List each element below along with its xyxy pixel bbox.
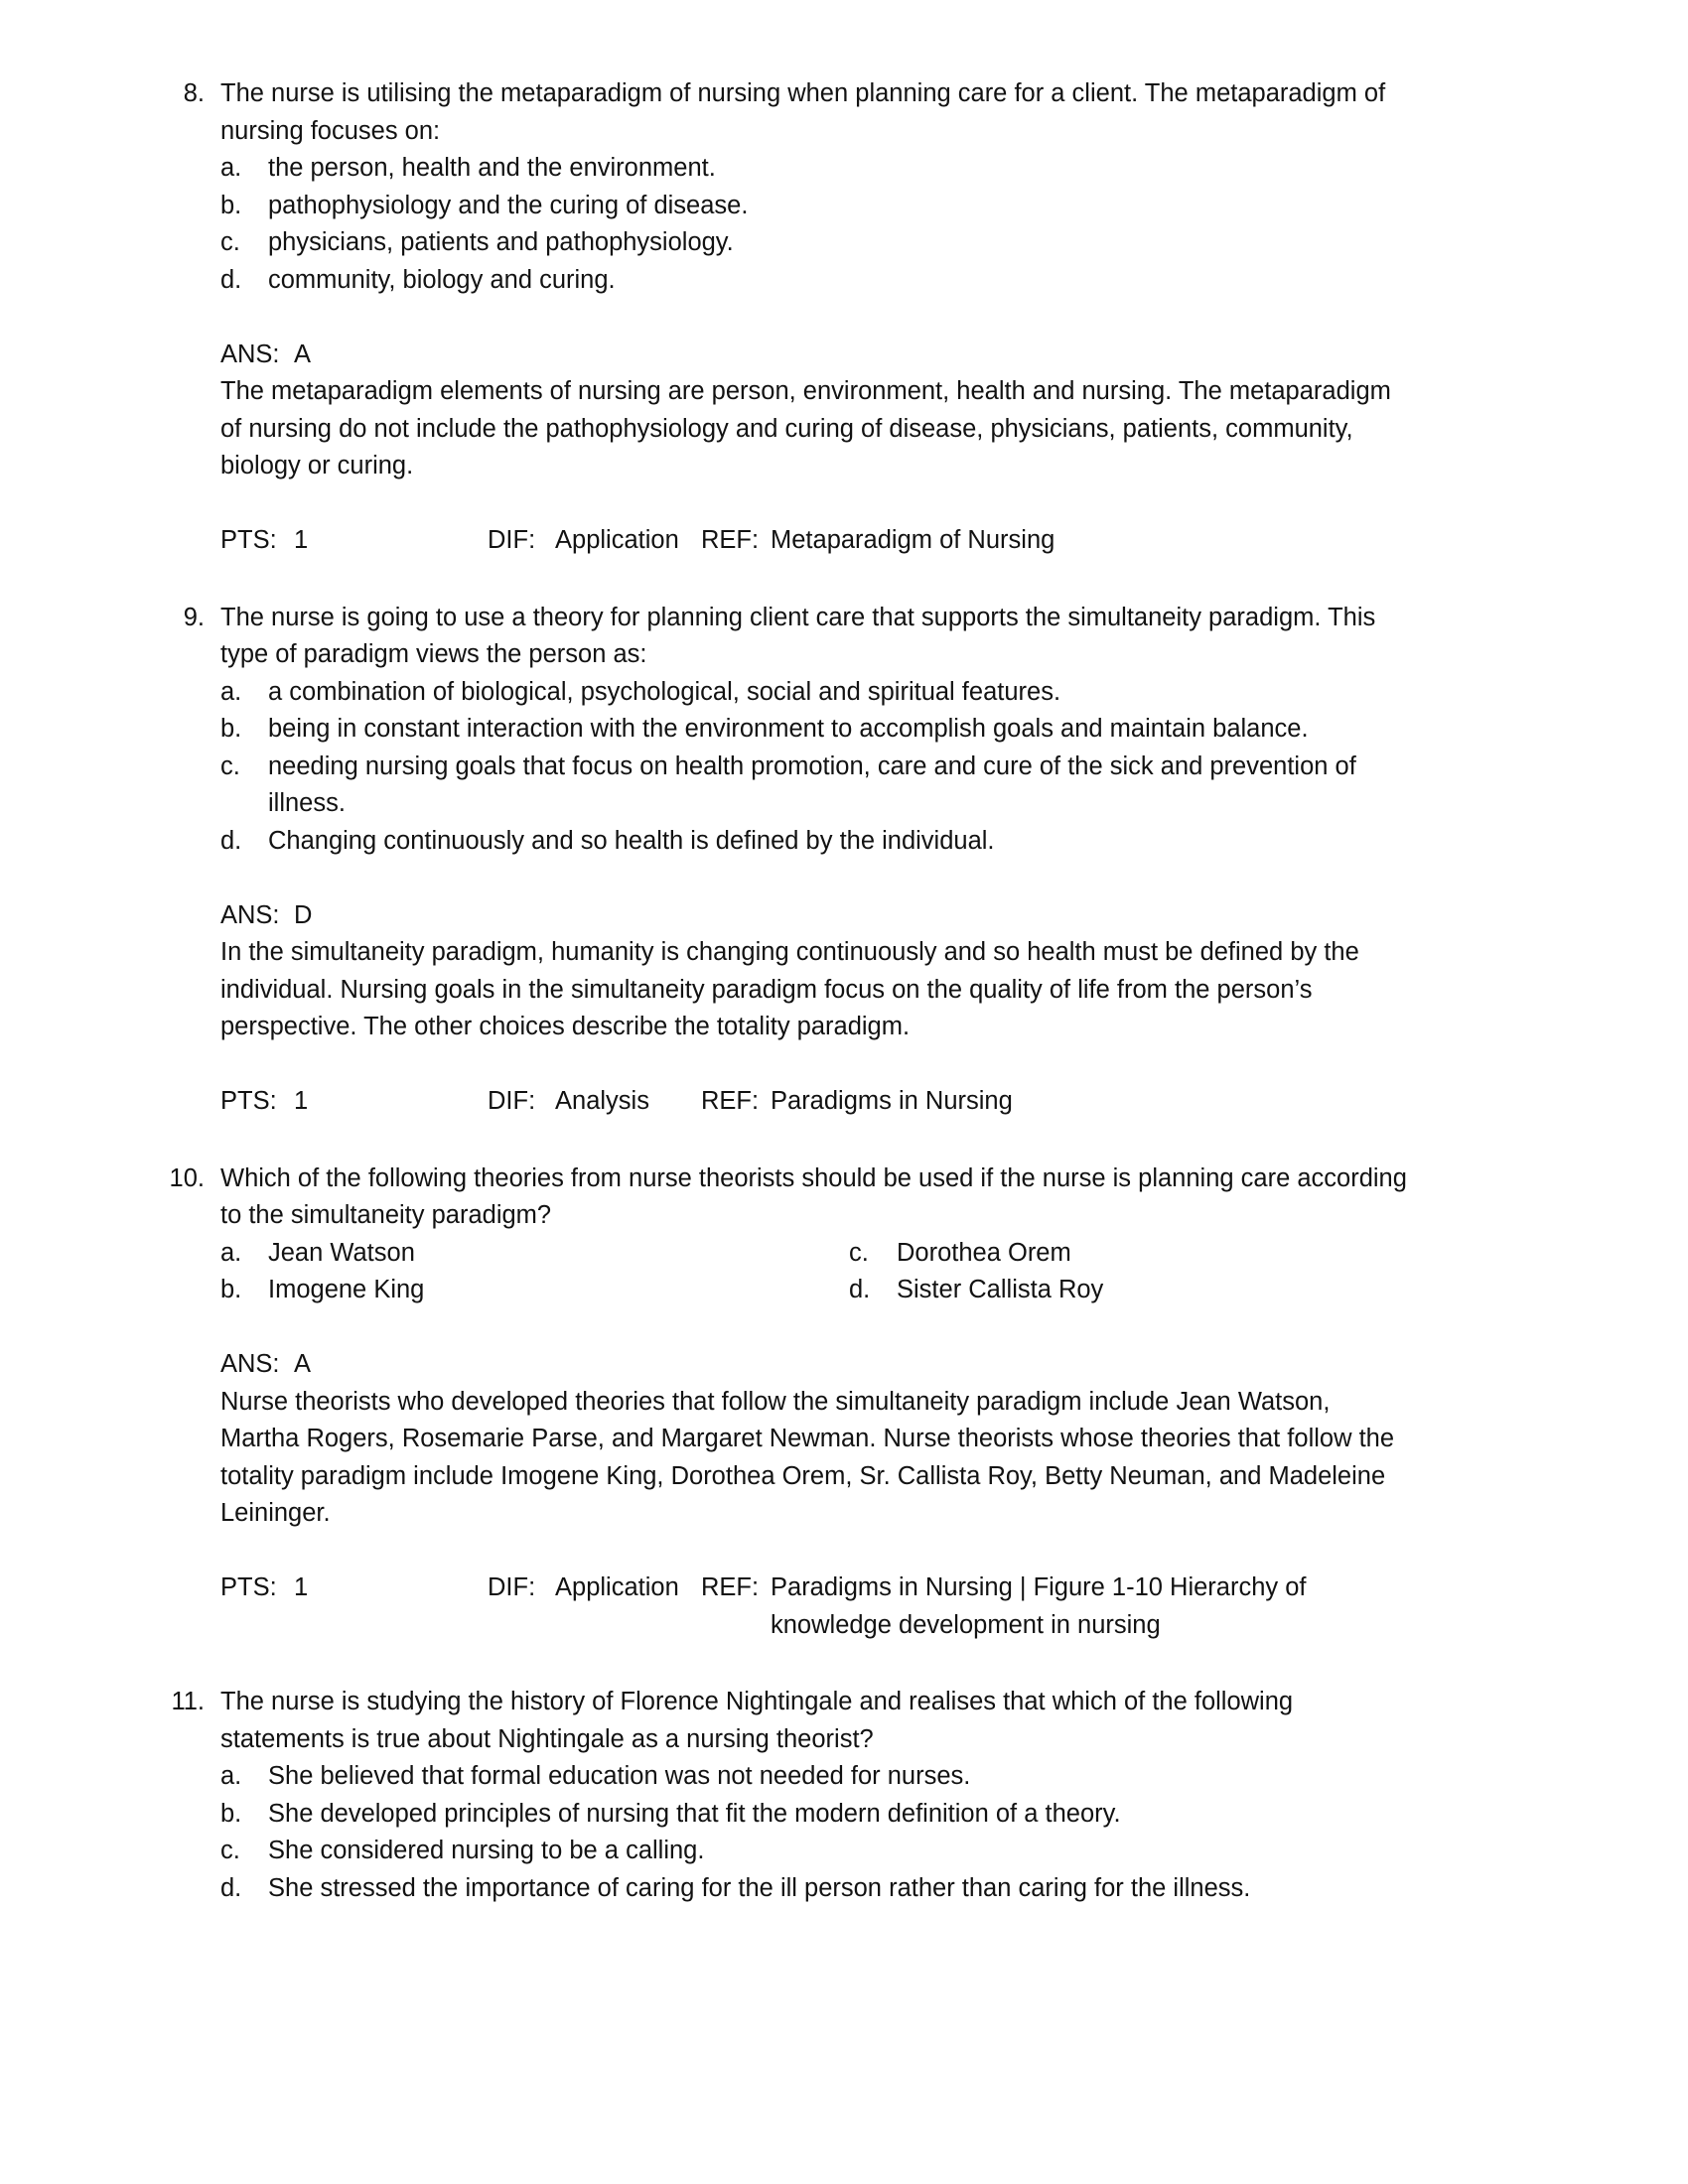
option-list: [220, 674, 1410, 861]
option-text: She stressed the importance of caring for the ill person rather than caring for the illness.: [268, 1873, 1251, 1902]
pts-label: PTS:: [220, 1087, 277, 1115]
answer-line: [220, 897, 1410, 935]
question-block-11: [159, 1684, 1410, 1907]
dif-label: DIF:: [488, 1087, 536, 1115]
question-block-10: [159, 1160, 1410, 1645]
option-list: [220, 1758, 1410, 1907]
pts-value: 1: [294, 1087, 309, 1115]
metadata-line: [220, 1570, 1410, 1644]
option-text: She believed that formal education was not needed for nurses.: [268, 1762, 971, 1790]
question-stem-text: The nurse is going to use a theory for planning client care that supports the simultaneity paradigm. This type of paradigm views the person as:: [220, 603, 1376, 668]
pts-value: 1: [294, 1573, 309, 1601]
option-letter: d.: [220, 826, 242, 855]
blank-line: [159, 1309, 1410, 1347]
option-item[interactable]: [220, 711, 1410, 749]
option-text: pathophysiology and the curing of disease.: [268, 191, 749, 219]
option-item[interactable]: [220, 674, 1410, 712]
option-letter: d.: [849, 1276, 871, 1303]
option-item[interactable]: [815, 1235, 1410, 1273]
option-letter: d.: [220, 265, 242, 294]
option-item[interactable]: [815, 1272, 1410, 1309]
option-letter: b.: [220, 1276, 242, 1303]
option-text: Changing continuously and so health is defined by the individual.: [268, 826, 995, 855]
document-body: [159, 75, 1410, 1907]
option-list: [220, 150, 1410, 299]
question-stem-row: [159, 600, 1410, 674]
blank-line: [159, 1533, 1410, 1570]
dif-value: Analysis: [555, 1087, 649, 1115]
option-text: community, biology and curing.: [268, 265, 616, 294]
question-stem-row: [159, 1160, 1410, 1235]
option-text: being in constant interaction with the environment to accomplish goals and maintain balance.: [268, 715, 1309, 743]
metadata-line: [220, 1083, 1410, 1121]
option-item[interactable]: [220, 1796, 1410, 1834]
blank-line: [159, 860, 1410, 897]
option-item[interactable]: [220, 150, 1410, 188]
option-item[interactable]: [220, 1235, 815, 1273]
option-item[interactable]: [220, 224, 1410, 262]
rationale-text: In the simultaneity paradigm, humanity is changing continuously and so health must be defined by the individual. Nursing goals in the simultaneity paradigm focus on the quality of life from the person’s perspective. The other choices describe the totality paradigm.: [220, 938, 1359, 1040]
question-block-9: [159, 600, 1410, 1121]
option-letter: c.: [220, 1837, 240, 1864]
question-stem-text: The nurse is studying the history of Florence Nightingale and realises that which of the following statements is true about Nightingale as a nursing theorist?: [220, 1688, 1294, 1753]
option-letter: d.: [220, 1873, 242, 1902]
rationale-text: The metaparadigm elements of nursing are person, environment, health and nursing. The metaparadigm of nursing do not include the pathophysiology and curing of disease, physicians, patients, community, biology or curing.: [220, 377, 1391, 479]
question-stem-row: [159, 75, 1410, 150]
question-number: 8.: [183, 79, 205, 107]
option-row: [220, 1272, 1410, 1309]
blank-line: [159, 1046, 1410, 1084]
question-gap: [159, 1644, 1410, 1684]
blank-line: [159, 485, 1410, 523]
option-item[interactable]: [220, 1833, 1410, 1870]
option-text: physicians, patients and pathophysiology.: [268, 228, 734, 256]
ans-label: ANS:: [220, 340, 280, 368]
option-text: the person, health and the environment.: [268, 154, 716, 182]
option-item[interactable]: [220, 188, 1410, 225]
option-list-two-column: [220, 1235, 1410, 1309]
dif-value: Application: [555, 1573, 679, 1601]
ans-value: D: [294, 900, 313, 929]
answer-area: [220, 1346, 1410, 1533]
dif-label: DIF:: [488, 1573, 536, 1601]
ans-value: A: [294, 340, 312, 368]
question-gap: [159, 1121, 1410, 1160]
question-number: 10.: [169, 1163, 205, 1192]
option-letter: c.: [220, 228, 240, 256]
ref-label: REF:: [701, 1087, 760, 1115]
ans-label: ANS:: [220, 900, 280, 929]
pts-label: PTS:: [220, 1573, 277, 1601]
question-number: 11.: [171, 1688, 205, 1715]
ref-label: REF:: [701, 1573, 760, 1601]
question-stem-text: The nurse is utilising the metaparadigm of nursing when planning care for a client. The metaparadigm of nursing focuses on:: [220, 79, 1386, 145]
option-text: She developed principles of nursing that fit the modern definition of a theory.: [268, 1799, 1121, 1828]
answer-area: [220, 897, 1410, 1046]
option-item[interactable]: [220, 749, 1410, 823]
option-letter: c.: [220, 751, 240, 780]
option-letter: a.: [220, 1238, 242, 1267]
answer-line: [220, 1346, 1410, 1384]
question-block-8: [159, 75, 1410, 560]
ref-label: REF:: [701, 526, 760, 554]
ref-value: Metaparadigm of Nursing: [771, 526, 1055, 554]
dif-value: Application: [555, 526, 679, 554]
question-stem-row: [159, 1684, 1410, 1758]
ref-value: Paradigms in Nursing | Figure 1-10 Hierarchy of knowledge development in nursing: [771, 1573, 1307, 1639]
option-item[interactable]: [220, 262, 1410, 300]
option-row: [220, 1235, 1410, 1273]
option-item[interactable]: [220, 1870, 1410, 1908]
option-text: Imogene King: [268, 1276, 425, 1303]
option-letter: b.: [220, 191, 242, 219]
option-letter: b.: [220, 715, 242, 743]
option-item[interactable]: [220, 1758, 1410, 1796]
ans-value: A: [294, 1350, 312, 1378]
dif-label: DIF:: [488, 526, 536, 554]
option-letter: c.: [849, 1238, 869, 1267]
option-text: She considered nursing to be a calling.: [268, 1837, 705, 1864]
rationale-text: Nurse theorists who developed theories that follow the simultaneity paradigm include Jean Watson, Martha Rogers, Rosemarie Parse, and Margaret Newman. Nurse theorists whose theories that follow the totality paradigm include Imogene King, Dorothea Orem, Sr. Callista Roy, Betty Neuman, and Madeleine Leininger.: [220, 1387, 1395, 1527]
option-letter: a.: [220, 154, 242, 182]
metadata-line: [220, 522, 1410, 560]
question-gap: [159, 560, 1410, 600]
question-stem-text: Which of the following theories from nurse theorists should be used if the nurse is planning care according to the simultaneity paradigm?: [220, 1163, 1407, 1229]
answer-line: [220, 337, 1410, 374]
answer-area: [220, 337, 1410, 485]
pts-value: 1: [294, 526, 309, 554]
option-text: needing nursing goals that focus on health promotion, care and cure of the sick and prevention of illness.: [268, 751, 1356, 817]
option-text: Dorothea Orem: [897, 1238, 1071, 1267]
option-text: a combination of biological, psychological, social and spiritual features.: [268, 677, 1061, 706]
ans-label: ANS:: [220, 1350, 280, 1378]
blank-line: [159, 299, 1410, 337]
option-letter: b.: [220, 1799, 242, 1828]
pts-label: PTS:: [220, 526, 277, 554]
option-item[interactable]: [220, 1272, 815, 1309]
ref-value: Paradigms in Nursing: [771, 1087, 1013, 1115]
question-number: 9.: [183, 603, 205, 631]
option-text: Sister Callista Roy: [897, 1276, 1104, 1303]
option-item[interactable]: [220, 823, 1410, 861]
option-letter: a.: [220, 1762, 242, 1790]
option-text: Jean Watson: [268, 1238, 415, 1267]
option-letter: a.: [220, 677, 242, 706]
